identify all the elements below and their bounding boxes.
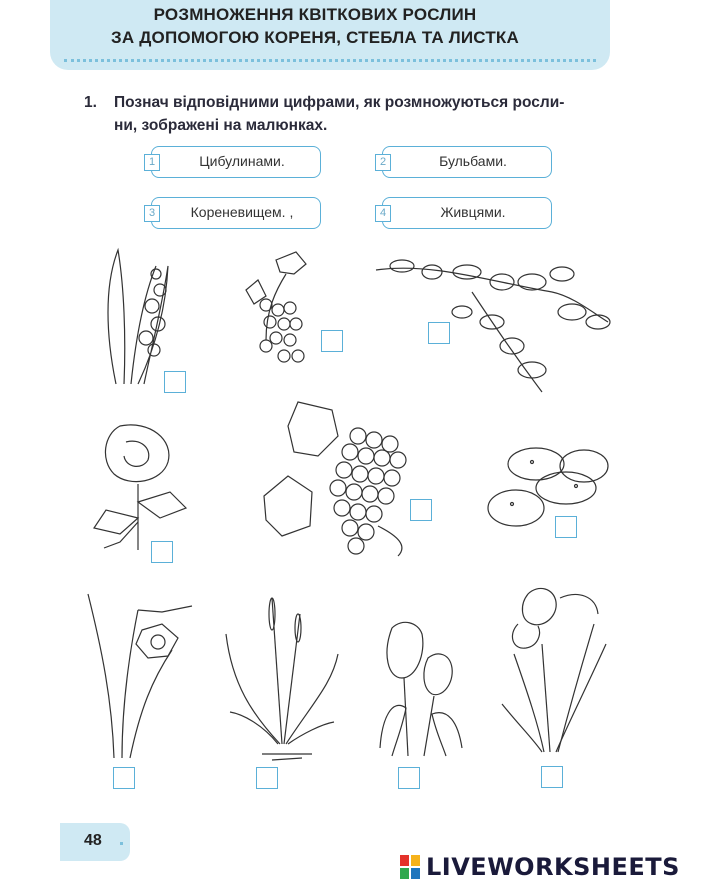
page-number: 48	[84, 832, 102, 849]
option-label: Бульбами.	[439, 153, 507, 169]
answer-box[interactable]	[398, 767, 420, 789]
currant-image	[236, 250, 326, 375]
rose-image	[90, 422, 190, 552]
title-line-1: РОЗМНОЖЕННЯ КВІТКОВИХ РОСЛИН	[153, 5, 477, 24]
option-bulbs	[148, 146, 321, 178]
option-number: 4	[375, 205, 391, 222]
answer-box[interactable]	[321, 330, 343, 352]
option-label: Цибулинами.	[199, 153, 285, 169]
option-number: 3	[144, 205, 160, 222]
title-line-2: ЗА ДОПОМОГОЮ КОРЕНЯ, СТЕБЛА ТА ЛИСТКА	[111, 28, 519, 47]
decorative-dot	[120, 842, 123, 845]
liveworksheets-logo	[400, 852, 680, 882]
grapes-image	[258, 396, 418, 566]
option-label: Живцями.	[440, 204, 506, 220]
option-rhizome	[148, 197, 321, 229]
question-number: 1.	[84, 94, 97, 111]
answer-box[interactable]	[428, 322, 450, 344]
question-text-line-1: Познач відповідними цифрами, як розмножуються росли-	[114, 94, 565, 111]
potatoes-image	[486, 444, 612, 530]
option-tubers	[379, 146, 552, 178]
answer-box[interactable]	[164, 371, 186, 393]
couch-grass-image	[222, 594, 342, 764]
answer-box[interactable]	[541, 766, 563, 788]
option-cuttings	[379, 197, 552, 229]
answer-box[interactable]	[151, 541, 173, 563]
option-number: 1	[144, 154, 160, 171]
question-text-line-2: ни, зображені на малюнках.	[114, 117, 328, 134]
option-number: 2	[375, 154, 391, 171]
option-label: Кореневищем. ,	[190, 204, 294, 220]
liveworksheets-wordmark: LIVEWORKSHEETS	[426, 853, 680, 881]
tradescantia-image	[372, 252, 612, 397]
answer-box[interactable]	[555, 516, 577, 538]
daffodil-image	[82, 590, 202, 760]
answer-box[interactable]	[410, 499, 432, 521]
liveworksheets-icon	[400, 855, 422, 879]
iris-image	[498, 584, 610, 754]
tulip-image	[372, 618, 468, 758]
answer-box[interactable]	[113, 767, 135, 789]
answer-box[interactable]	[256, 767, 278, 789]
lily-of-the-valley-image	[96, 246, 186, 386]
